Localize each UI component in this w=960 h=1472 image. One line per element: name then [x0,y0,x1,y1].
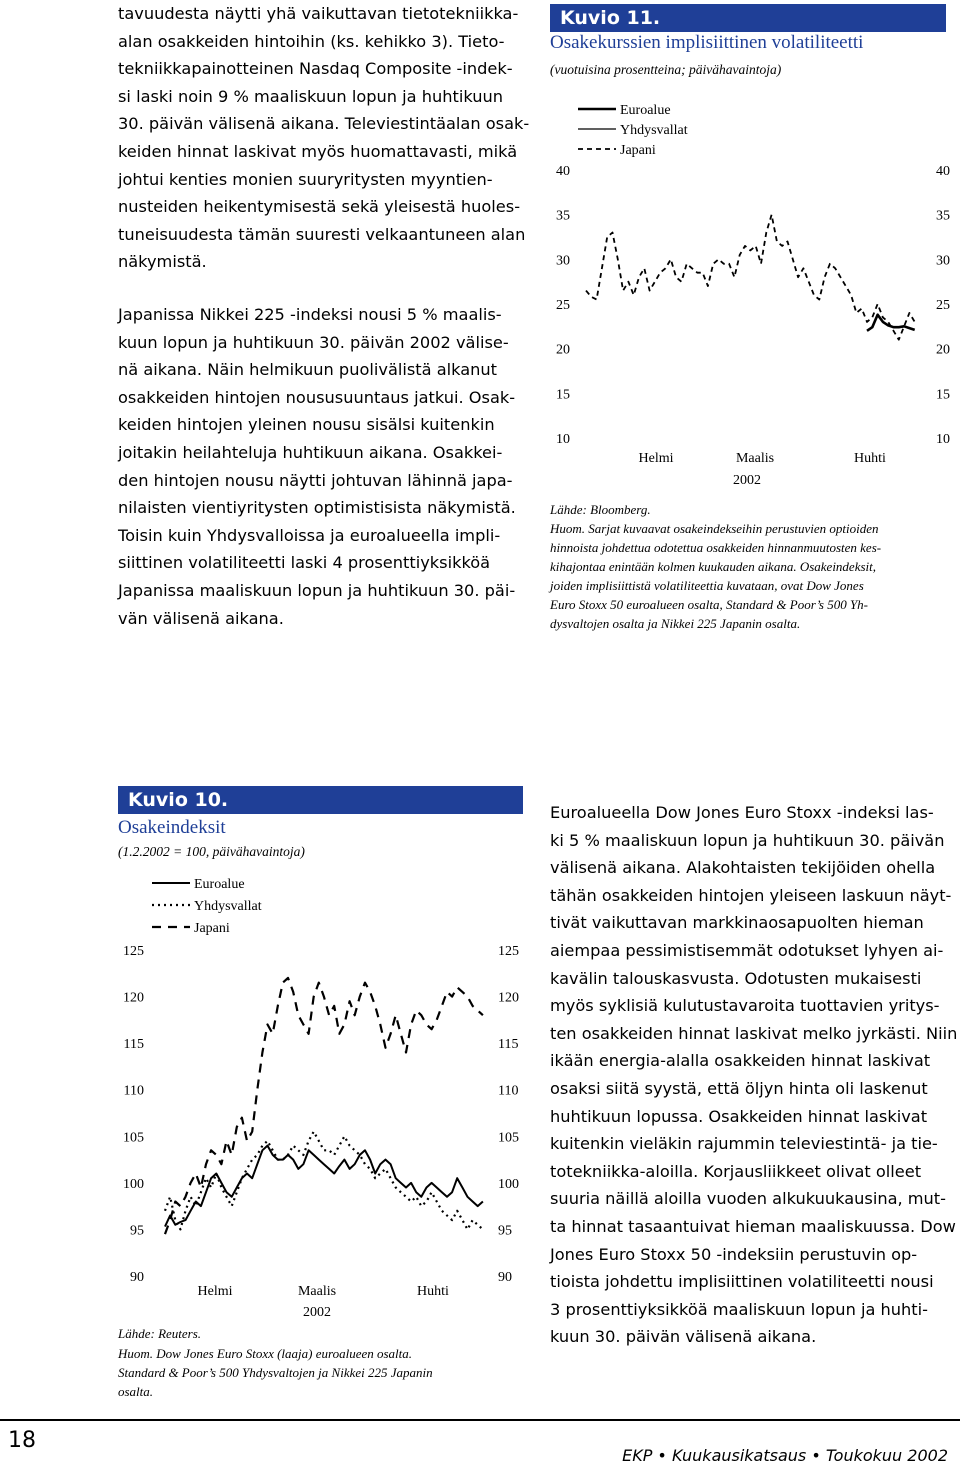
footer-publication: EKP • Kuukausikatsaus • Toukokuu 2002 [622,1446,948,1465]
y-tick-label-left: 95 [130,1223,144,1239]
figure-10-label: Kuvio 10. [118,786,523,814]
figure-11-chart [544,88,960,508]
x-tick-label: Huhti [417,1284,449,1299]
y-tick-label-left: 35 [556,208,570,224]
text-line: kihajontaa enintään kolmen kuukauden aikana. Osakeindeksit, [550,559,877,574]
text-line: Huom. Dow Jones Euro Stoxx (laaja) euroalueen osalta. [118,1346,413,1361]
legend-label: Euroalue [620,103,671,118]
y-tick-label-right: 110 [498,1083,519,1099]
text-line: alan osakkeiden hintoihin (ks. kehikko 3). Tieto- [118,31,505,51]
text-line: aiempaa pessimistisemmät odotukset lyhyen ai- [550,940,944,960]
y-tick-label-left: 115 [123,1037,144,1053]
text-line: hinnoista johdettua odotettua osakkeiden hinnanmuutosten kes- [550,540,882,555]
footer-rule [0,1419,960,1421]
text-line: näkymistä. [118,252,207,272]
text-line: myös syklisiä kulutustavaroita tuottavien yritys- [550,996,940,1016]
y-tick-label-right: 30 [936,253,950,269]
text-line: keiden hintojen yleinen nousu sisälsi kuitenkin [118,415,495,435]
text-line: ikään energia-alalla osakkeiden hinnat laskivat [550,1051,931,1071]
text-line: nilaisten vientiyritysten optimistisista näkymistä. [118,498,516,518]
x-tick-label: Helmi [197,1284,233,1299]
text-line: suuria näillä aloilla vuoden alkukuukausina, mut- [550,1189,946,1209]
figure-11-source: Lähde: Bloomberg. [550,502,651,517]
x-axis-label: 2002 [303,1305,331,1320]
text-line: 30. päivän välisenä aikana. Televiestintäalan osak- [118,114,530,134]
y-tick-label-left: 15 [556,387,570,403]
y-tick-label-left: 100 [123,1176,144,1192]
x-tick-label: Helmi [638,451,674,466]
text-line: Huom. Sarjat kuvaavat osakeindekseihin perustuvien optioiden [550,521,879,536]
y-tick-label-left: 110 [123,1083,144,1099]
series-line-japani [586,215,915,340]
text-line: Euroalueella Dow Jones Euro Stoxx -indeksi las- [550,803,934,822]
figure-10-chart [110,865,530,1325]
text-line: välisenä aikana. Alakohtaisten tekijöiden ohella [550,858,936,878]
series-line-japani [165,978,483,1234]
y-tick-label-right: 90 [498,1270,512,1285]
text-line: Japanissa Nikkei 225 -indeksi nousi 5 % maalis- [118,305,502,324]
text-line: huhtikuun lopussa. Osakkeiden hinnat laskivat [550,1106,928,1126]
y-tick-label-left: 120 [123,990,144,1006]
text-line: joitakin heilahteluja huhtikuun aikana. Osakkei- [118,442,503,462]
euro-paragraph [550,799,958,1351]
text-line: den hintojen nousu näytti johtuvan lähinnä japa- [118,470,513,490]
y-tick-label-right: 35 [936,208,950,224]
text-line: Toisin kuin Yhdysvalloissa ja euroalueella impli- [118,525,501,545]
text-line: tuneisuudesta tämän suuresti velkaantuneen alan [118,224,526,244]
text-line: nä aikana. Näin helmikuun puolivälistä alkanut [118,360,497,380]
y-tick-label-left: 10 [556,432,570,447]
series-line-euroalue [165,1146,483,1227]
text-line: dysvaltojen osalta ja Nikkei 225 Japanin osalta. [550,616,801,631]
text-line: Euro Stoxx 50 euroalueen osalta, Standard & Poor’s 500 Yh- [550,597,869,612]
x-tick-label: Maalis [735,451,775,466]
y-tick-label-right: 15 [936,387,950,403]
y-tick-label-left: 105 [123,1130,144,1146]
x-tick-label: Maalis [297,1284,337,1299]
legend-label: Japani [620,143,656,158]
y-tick-label-left: 125 [123,944,144,959]
text-line: tähän osakkeiden hintojen yleiseen laskuun näyt- [550,885,952,905]
y-tick-label-left: 40 [556,164,570,179]
text-line: tekniikkapainotteinen Nasdaq Composite -indek- [118,59,513,79]
text-line: kuitenkin vieläkin rajummin televiestintä- ja tie- [550,1134,938,1154]
text-line: vän välisenä aikana. [118,608,284,628]
intro-paragraph [118,0,530,276]
x-tick-label: Huhti [854,451,886,466]
y-tick-label-right: 20 [936,342,950,358]
legend-label: Euroalue [194,877,245,892]
legend-label: Yhdysvallat [194,899,262,914]
figure-11-note [550,519,954,633]
figure-10-subtitle: (1.2.2002 = 100, päivähavaintoja) [118,844,305,859]
y-tick-label-right: 125 [498,944,519,959]
text-line: ta hinnat tasaantuivat hieman maaliskuussa. Dow [550,1216,956,1236]
y-tick-label-left: 30 [556,253,570,269]
text-line: ki 5 % maaliskuun lopun ja huhtikuun 30. päivän [550,830,945,850]
text-line: osalta. [118,1384,154,1399]
x-axis-label: 2002 [733,473,761,488]
text-line: osakkeiden hintojen noususuuntaus jatkui. Osak- [118,387,516,407]
page-number: 18 [8,1428,36,1453]
text-line: 3 prosenttiyksikköä maaliskuun lopun ja huhti- [550,1299,928,1319]
text-line: johtui kenties monien suuryritysten myyntien- [118,169,493,189]
y-tick-label-right: 100 [498,1176,519,1192]
y-tick-label-right: 105 [498,1130,519,1146]
y-tick-label-left: 20 [556,342,570,358]
y-tick-label-right: 115 [498,1037,519,1053]
text-line: ten osakkeiden hinnat laskivat melko jyrkästi. Niin [550,1023,958,1043]
text-line: totekniikka-aloilla. Korjausliikkeet olivat olleet [550,1161,922,1181]
y-tick-label-right: 40 [936,164,950,179]
text-line: tioista johdettu implisiittinen volatiliteetti nousi [550,1272,934,1292]
text-line: Standard & Poor’s 500 Yhdysvaltojen ja Nikkei 225 Japanin [118,1365,433,1380]
text-line: osaksi siitä syystä, että öljyn hinta oli laskenut [550,1078,928,1098]
y-tick-label-right: 25 [936,298,950,313]
y-tick-label-left: 90 [130,1270,144,1285]
text-line: kavälin talouskasvusta. Odotusten mukaisesti [550,968,922,988]
figure-11-subtitle: (vuotuisina prosentteina; päivähavaintoja) [550,62,782,77]
text-line: Japanissa maaliskuun lopun ja huhtikuun 30. päi- [118,580,516,600]
legend-label: Japani [194,921,230,936]
text-line: siittinen volatiliteetti laski 4 prosenttiyksikköä [118,553,491,573]
figure-11-label: Kuvio 11. [550,4,946,32]
figure-10-title: Osakeindeksit [118,817,226,838]
text-line: si laski noin 9 % maaliskuun lopun ja huhtikuun [118,86,503,106]
text-line: nusteiden heikentymisestä sekä yleisestä huoles- [118,197,521,217]
text-line: joiden implisiittistä volatiliteettia kuvataan, ovat Dow Jones [550,578,864,593]
text-line: tavuudesta näytti yhä vaikuttavan tietotekniikka- [118,4,519,23]
series-line-yhdysvallat [165,1132,483,1230]
y-tick-label-right: 120 [498,990,519,1006]
text-line: Jones Euro Stoxx 50 -indeksiin perustuvin op- [550,1244,918,1264]
text-line: kuun lopun ja huhtikuun 30. päivän 2002 välise- [118,332,509,352]
text-line: kuun 30. päivän välisenä aikana. [550,1327,817,1347]
text-line: keiden hinnat laskivat myös huomattavasti, mikä [118,141,518,161]
japan-paragraph [118,301,522,632]
y-tick-label-right: 10 [936,432,950,447]
figure-10-note [118,1344,522,1401]
legend-label: Yhdysvallat [620,123,688,138]
figure-11-title: Osakekurssien implisiittinen volatiliteetti [550,32,864,53]
y-tick-label-left: 25 [556,298,570,313]
text-line: tivät vaikuttavan markkinaosapuolten hieman [550,913,924,933]
y-tick-label-right: 95 [498,1223,512,1239]
series-line-euroalue [867,315,915,331]
figure-10-source: Lähde: Reuters. [118,1326,202,1341]
